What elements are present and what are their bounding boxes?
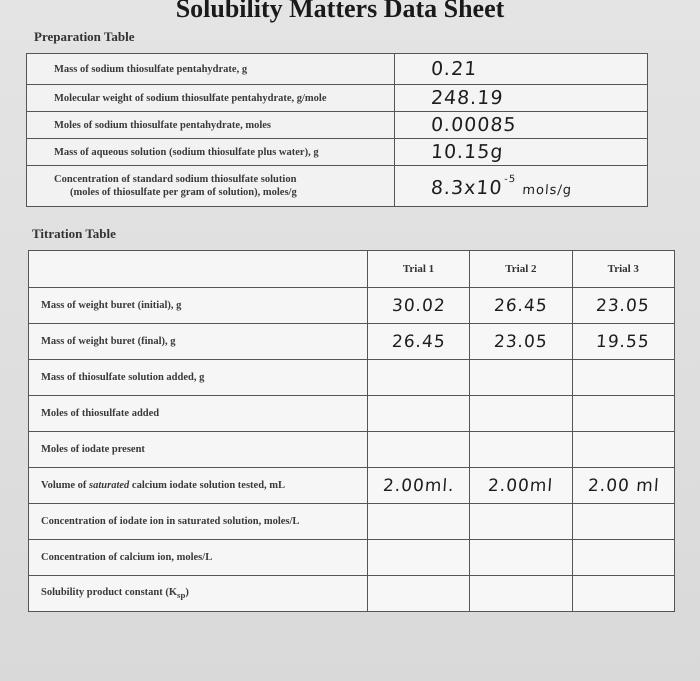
cell-trial-3[interactable] (572, 360, 674, 396)
cell-trial-1[interactable] (367, 288, 469, 324)
row-label-ksp (29, 576, 368, 612)
handwritten-value: 26.45 (493, 295, 549, 316)
cell-trial-2[interactable] (470, 468, 572, 504)
handwritten-value: 30.02 (391, 295, 447, 316)
prep-value-moles[interactable] (395, 112, 648, 139)
handwritten-value: 2.00 ml (586, 475, 660, 496)
cell-trial-3[interactable] (572, 288, 674, 324)
cell-trial-1[interactable] (367, 360, 469, 396)
table-header-row (29, 251, 675, 288)
prep-label-concentration (27, 166, 395, 207)
handwritten-value: 23.05 (493, 331, 549, 352)
prep-value-mass-thiosulfate[interactable] (395, 54, 648, 85)
cell-trial-3[interactable] (572, 576, 674, 612)
label-part: Volume of (41, 480, 90, 491)
table-row (29, 324, 675, 360)
label-subscript: sp (177, 590, 186, 601)
cell-trial-3[interactable] (572, 396, 674, 432)
cell-trial-2[interactable] (470, 432, 572, 468)
row-label-volume (29, 468, 368, 504)
handwritten-value: 2.00ml. (382, 475, 456, 496)
cell-trial-2[interactable] (470, 288, 572, 324)
label-part: Solubility product constant (K (41, 586, 178, 598)
row-label-calcium-concentration: Concentration of calcium ion, moles/L (29, 540, 368, 576)
table-row (27, 85, 648, 112)
cell-trial-1[interactable] (367, 468, 469, 504)
table-row (27, 139, 648, 166)
table-row (29, 432, 675, 468)
cell-trial-1[interactable] (367, 504, 469, 540)
header-trial-2: Trial 2 (470, 251, 572, 288)
cell-trial-2[interactable] (470, 504, 572, 540)
handwritten-value: 10.15g (430, 141, 505, 163)
table-row (27, 54, 648, 85)
table-row (29, 396, 675, 432)
handwritten-value (394, 174, 573, 199)
label-line: (moles of thiosulfate per gram of solution), moles/g (70, 187, 297, 198)
label-emphasis: saturated (89, 480, 130, 491)
handwritten-value: 0.21 (430, 58, 479, 80)
label-line: Concentration of standard sodium thiosulfate solution (54, 174, 297, 185)
prep-value-molecular-weight[interactable] (395, 85, 648, 112)
cell-trial-2[interactable] (470, 576, 572, 612)
row-label-mass-added: Mass of thiosulfate solution added, g (29, 360, 368, 396)
table-row (29, 576, 675, 612)
handwritten-value: 248.19 (430, 87, 505, 109)
prep-label-mass-thiosulfate: Mass of sodium thiosulfate pentahydrate, g (27, 54, 395, 85)
handwritten-value: 0.00085 (430, 114, 518, 136)
cell-trial-1[interactable] (367, 576, 469, 612)
header-blank (29, 251, 368, 288)
label-part: ) (185, 586, 189, 598)
value-unit: mols/g (522, 182, 573, 198)
row-label-final-mass: Mass of weight buret (final), g (29, 324, 368, 360)
prep-label-moles: Moles of sodium thiosulfate pentahydrate, moles (27, 112, 395, 139)
cell-trial-2[interactable] (470, 324, 572, 360)
cell-trial-2[interactable] (470, 540, 572, 576)
table-row (27, 166, 648, 207)
header-trial-3: Trial 3 (572, 251, 674, 288)
table-row (29, 468, 675, 504)
value-exponent: -5 (504, 173, 517, 185)
prep-value-concentration[interactable] (395, 166, 648, 207)
cell-trial-2[interactable] (470, 396, 572, 432)
label-part: calcium iodate solution tested, mL (129, 480, 286, 491)
cell-trial-3[interactable] (572, 468, 674, 504)
cell-trial-1[interactable] (367, 396, 469, 432)
handwritten-value: 2.00ml (487, 475, 555, 496)
cell-trial-3[interactable] (572, 432, 674, 468)
cell-trial-3[interactable] (572, 540, 674, 576)
table-row (29, 288, 675, 324)
cell-trial-1[interactable] (367, 432, 469, 468)
titration-table-label: Titration Table (32, 226, 116, 241)
cell-trial-3[interactable] (572, 324, 674, 360)
handwritten-value: 23.05 (595, 295, 651, 316)
prep-value-mass-solution[interactable] (395, 139, 648, 166)
table-row (29, 360, 675, 396)
handwritten-value: 19.55 (595, 331, 651, 352)
handwritten-value: 26.45 (391, 331, 447, 352)
titration-table (28, 250, 675, 612)
value-base: 8.3x10 (430, 176, 504, 199)
prep-label-mass-solution: Mass of aqueous solution (sodium thiosulfate plus water), g (27, 139, 395, 166)
cell-trial-1[interactable] (367, 324, 469, 360)
preparation-table-label: Preparation Table (34, 29, 135, 44)
cell-trial-3[interactable] (572, 504, 674, 540)
row-label-iodate-concentration: Concentration of iodate ion in saturated solution, moles/L (29, 504, 368, 540)
table-row (27, 112, 648, 139)
row-label-initial-mass: Mass of weight buret (initial), g (29, 288, 368, 324)
page-title: Solubility Matters Data Sheet (175, 0, 505, 23)
table-row (29, 540, 675, 576)
table-row (29, 504, 675, 540)
preparation-table (26, 53, 648, 207)
row-label-moles-iodate: Moles of iodate present (29, 432, 368, 468)
header-trial-1: Trial 1 (367, 251, 469, 288)
row-label-moles-thiosulfate: Moles of thiosulfate added (29, 396, 368, 432)
prep-label-molecular-weight: Molecular weight of sodium thiosulfate pentahydrate, g/mole (27, 85, 395, 112)
cell-trial-1[interactable] (367, 540, 469, 576)
cell-trial-2[interactable] (470, 360, 572, 396)
